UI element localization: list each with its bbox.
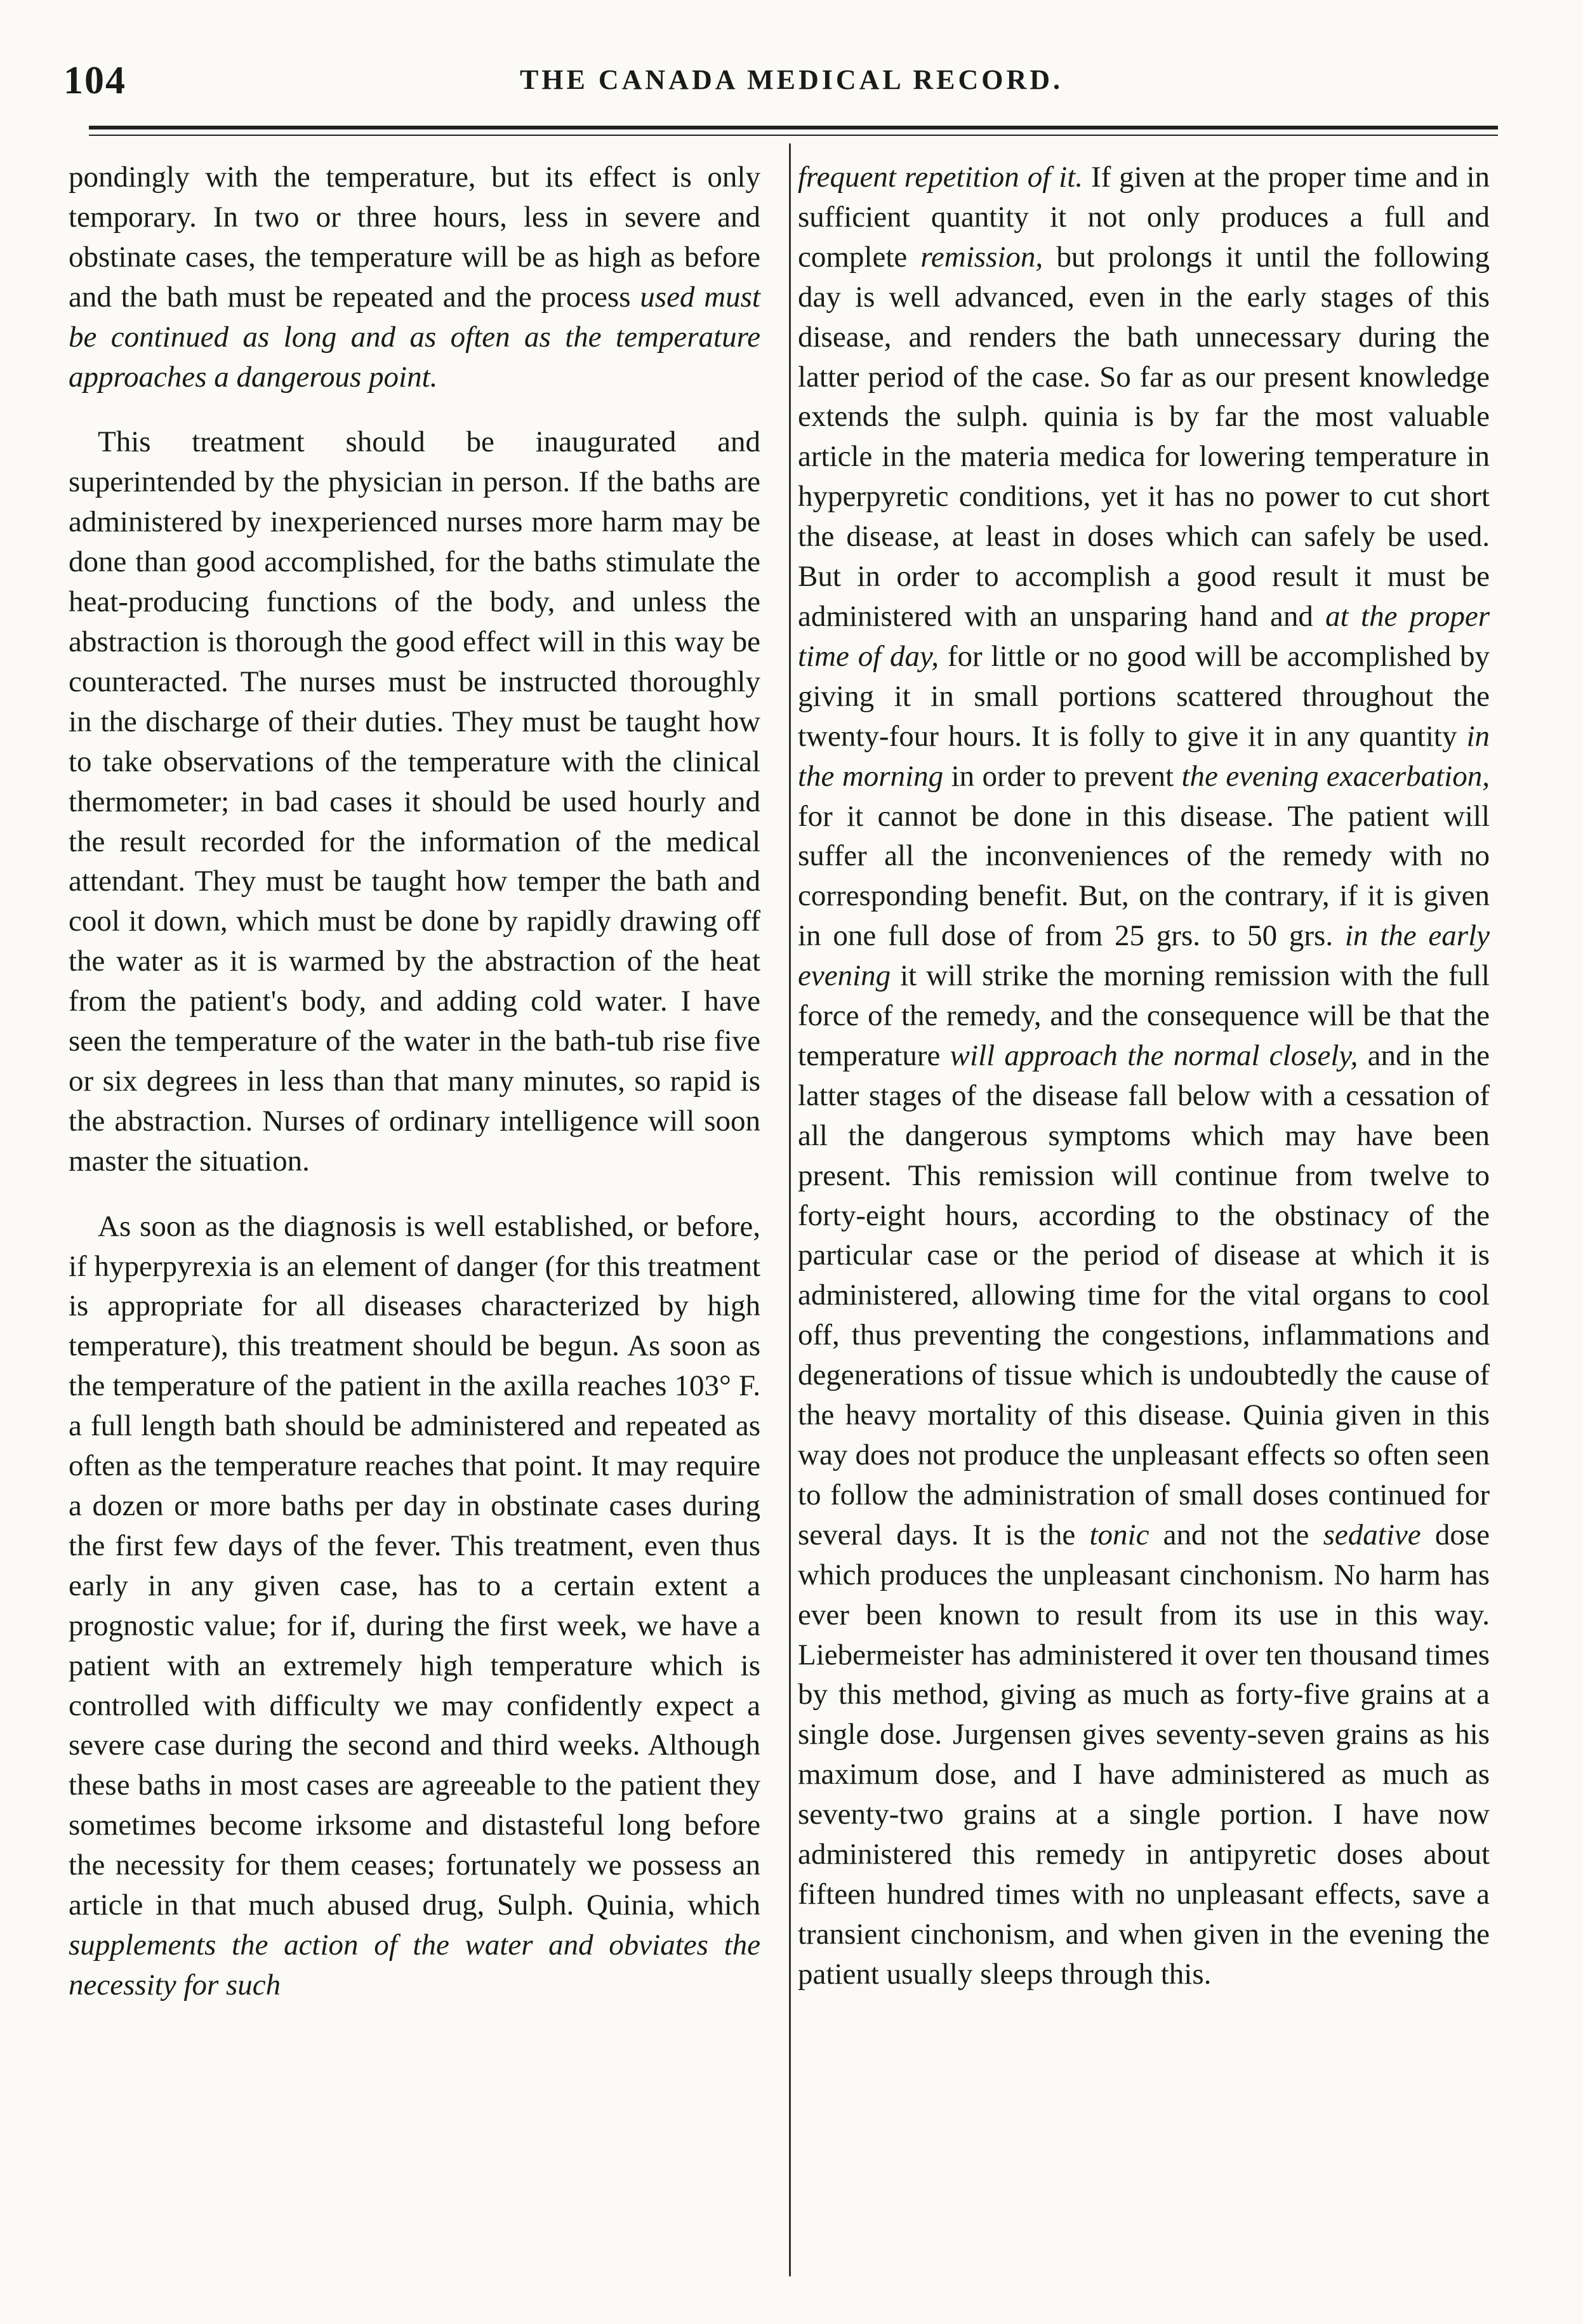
italic-run: in the early evening xyxy=(798,919,1490,993)
header-rule-thin xyxy=(89,135,1498,136)
text-run: it will strike the morning remission with the full force of the remedy, and the consequence will be that the temperature xyxy=(798,959,1490,1072)
column-divider xyxy=(789,143,791,2276)
text-run: in order to prevent xyxy=(943,759,1182,793)
paragraph-quinia xyxy=(798,157,1490,1995)
paragraph-continuation xyxy=(69,157,760,397)
text-run: dose which produces the unpleasant cinchonism. No harm has ever been known to result from its use in this way. Liebermeister has administered it over ten thousand times by this method, giving as much as forty-five grains at a single dose. Jurgensen gives seventy-seven grains as his maximum dose, and I have administered as much as seventy-two grains at a single portion. I have now administered this remedy in antipyretic doses about fifteen hundred times with no unpleasant effects, save a transient cinchonism, and when given in the evening the patient usually sleeps through this. xyxy=(798,1518,1490,1991)
italic-run: remission, xyxy=(920,240,1043,274)
italic-run: in the morning xyxy=(798,719,1490,793)
header-rule-thick xyxy=(89,126,1498,129)
journal-title: THE CANADA MEDICAL RECORD. xyxy=(519,64,1064,95)
text-run: and not the xyxy=(1149,1518,1323,1551)
italic-run: the evening exacerbation, xyxy=(1181,759,1490,793)
text-run: pondingly with the temperature, but its effect is only temporary. In two or three hours, less in severe and obstinate cases, the temperature will be as high as before and the bath must be repeated and the process xyxy=(69,161,760,314)
page-number: 104 xyxy=(63,59,126,102)
text-run: but prolongs it until the following day is well advanced, even in the early stages of this disease, and renders the bath unnecessary during the latter period of the case. So far as our present knowledge extends the sulph. quinia is by far the most valuable article in the materia medica for lowering temperature in hyperpyretic conditions, yet it has no power to cut short the disease, at least in doses which can safely be used. But in order to accomplish a good result it must be administered with an unsparing hand and xyxy=(798,240,1490,633)
text-run: for little or no good will be accomplished by giving it in small portions scattered throughout the twenty-four hours. It is folly to give it in any quantity xyxy=(798,639,1490,753)
text-run: and in the latter stages of the disease fall below with a cessation of all the dangerous symptoms which may have been present. This remission will continue from twelve to forty-eight hours, according to the obstinacy of the particular case or the period of disease at which it is administered, allowing time for the vital organs to cool off, thus preventing the congestions, inflammations and degenerations of tissue which is undoubtedly the cause of the heavy mortality of this disease. Quinia given in this way does not produce the unpleasant effects so often seen to follow the administration of small doses continued for several days. It is the xyxy=(798,1039,1490,1551)
paragraph-diagnosis xyxy=(69,1207,760,2005)
italic-run: supplements the action of the water and obviates the necessity for such xyxy=(69,1928,760,2002)
italic-run: will approach the normal closely, xyxy=(950,1039,1358,1072)
italic-run: tonic xyxy=(1089,1518,1149,1551)
text-run: If given at the proper time and in sufficient quantity it not only produces a full and complete xyxy=(798,161,1490,274)
left-column xyxy=(69,157,760,2005)
italic-run: sedative xyxy=(1323,1518,1421,1551)
italic-run: at the proper time of day, xyxy=(798,599,1490,673)
paragraph-supervision: This treatment should be inaugurated and superintended by the physician in person. If the baths are administered by inexperienced nurses more harm may be done than good accomplished, for the baths stimulate the heat-producing functions of the body, and unless the abstraction is thorough the good effect will in this way be counteracted. The nurses must be instructed thoroughly in the discharge of their duties. They must be taught how to take observations of the temperature with the clinical thermometer; in bad cases it should be used hourly and the result recorded for the information of the medical attendant. They must be taught how temper the bath and cool it down, which must be done by rapidly drawing off the water as it is warmed by the abstraction of the heat from the patient's body, and adding cold water. I have seen the temperature of the water in the bath-tub rise five or six degrees in less than that many minutes, so rapid is the abstraction. Nurses of ordinary intelligence will soon master the situation. xyxy=(69,425,760,1178)
italic-run: used must be continued as long and as often as the temperature approaches a dangerous point. xyxy=(69,280,760,394)
italic-run: frequent repetition of it. xyxy=(798,161,1083,194)
text-run: As soon as the diagnosis is well established, or before, if hyperpyrexia is an element of danger (for this treatment is appropriate for all diseases characterized by high temperature), this treatment should be begun. As soon as the temperature of the patient in the axilla reaches 103° F. a full length bath should be administered and repeated as often as the temperature reaches that point. It may require a dozen or more baths per day in obstinate cases during the first few days of the fever. This treatment, even thus early in any given case, has to a certain extent a prognostic value; for if, during the first week, we have a patient with an extremely high temperature which is controlled with difficulty we may confidently expect a severe case during the second and third weeks. Although these baths in most cases are agreeable to the patient they sometimes become irksome and distasteful long before the necessity for them ceases; fortunately we possess an article in that much abused drug, Sulph. Quinia, which xyxy=(69,1209,760,1922)
right-column xyxy=(798,157,1490,1995)
page-header xyxy=(63,58,1520,116)
text-run: for it cannot be done in this disease. The patient will suffer all the inconveniences of the remedy with no corresponding benefit. But, on the contrary, if it is given in one full dose of from 25 grs. to 50 grs. xyxy=(798,799,1490,953)
